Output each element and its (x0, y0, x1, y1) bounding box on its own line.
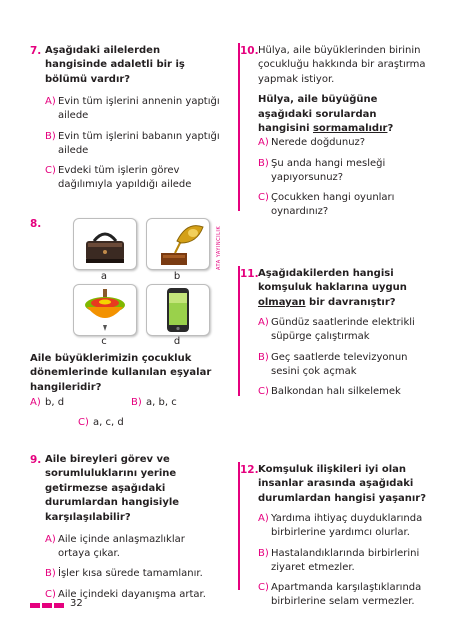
question-10 (240, 44, 428, 219)
option-text: Evin tüm işlerini annenin yaptığı ailede (58, 96, 220, 122)
question-10-option-c[interactable] (258, 191, 428, 219)
question-8-number: 8. (30, 218, 42, 230)
question-7-option-c[interactable] (45, 164, 220, 192)
option-letter: A) (258, 317, 269, 329)
question-10-question-start: Hülya, aile büyüğüne aşağıdaki sorulardan hangisini (258, 94, 378, 135)
option-text: Aile içinde anlaşmazlıklar ortaya çıkar. (58, 534, 185, 560)
image-a-iron (73, 218, 137, 270)
question-9-option-a[interactable] (45, 533, 220, 561)
option-text: Yardıma ihtiyaç duyduklarında birbirlerine yardımcı olurlar. (271, 513, 423, 539)
option-text: Evdeki tüm işlerin görev dağılımıyla yapıldığı ailede (58, 165, 192, 191)
option-letter: C) (78, 417, 89, 428)
option-letter: B) (45, 568, 56, 580)
option-text: a, b, c (146, 397, 177, 408)
option-text: Geç saatlerde televizyonun sesini çok açmak (271, 351, 408, 377)
question-11-question-start: Aşağıdakilerden hangisi komşuluk haklarına uygun (258, 268, 407, 294)
question-8-option-b[interactable] (131, 396, 221, 410)
page-number: 32 (70, 598, 83, 609)
image-c-spinning-top (73, 284, 137, 336)
option-letter: B) (258, 547, 269, 559)
question-10-question (258, 93, 428, 136)
option-letter: C) (258, 192, 269, 204)
gramophone-icon (147, 219, 209, 269)
question-10-intro: Hülya, aile büyüklerinden birinin çocukluğu hakkında bir araştırma yapmak istiyor. (258, 45, 426, 85)
option-letter: C) (45, 165, 56, 177)
question-7-option-b[interactable] (45, 130, 220, 158)
question-7-number: 7. (30, 45, 42, 57)
question-10-number: 10. (240, 45, 259, 57)
option-letter: A) (258, 513, 269, 525)
footer-dash (42, 603, 52, 608)
image-label-a: a (100, 271, 108, 282)
question-11-keyword: olmayan (258, 296, 306, 308)
question-9-number: 9. (30, 454, 42, 466)
option-text: Gündüz saatlerinde elektrikli süpürge çalıştırmak (271, 317, 415, 343)
question-10-question-end: ? (387, 123, 394, 135)
question-11-option-a[interactable] (258, 316, 428, 344)
question-7-text: Aşağıdaki ailelerden hangisinde adaletli bir iş bölümü vardır? (45, 45, 185, 85)
question-11-number: 11. (240, 268, 259, 280)
option-text: Apartmanda karşılaştıklarında birbirlerine selam vermezler. (271, 582, 422, 608)
option-letter: B) (45, 130, 56, 142)
question-9-option-b[interactable] (45, 567, 220, 581)
image-label-d: d (173, 336, 181, 347)
antique-iron-icon (74, 219, 136, 269)
question-12 (240, 463, 428, 609)
image-label-c: c (101, 336, 107, 347)
option-text: Şu anda hangi mesleği yapıyorsunuz? (271, 157, 386, 183)
image-label-b: b (173, 271, 181, 282)
question-8-text-block (30, 352, 220, 395)
question-12-option-c[interactable] (258, 581, 428, 609)
question-10-keyword: sormamalıdır (312, 123, 388, 135)
option-text: İşler kısa sürede tamamlanır. (58, 568, 203, 580)
option-letter: A) (30, 397, 41, 408)
question-10-option-b[interactable] (258, 157, 428, 185)
option-letter: A) (45, 534, 56, 546)
smartphone-icon (147, 285, 209, 335)
option-text: b, d (45, 397, 65, 408)
option-text: Çocukken hangi oyunları oynardınız? (271, 192, 395, 218)
image-b-gramophone (146, 218, 210, 270)
question-11-option-c[interactable] (258, 385, 428, 399)
option-text: a, c, d (93, 417, 124, 428)
option-text: Balkondan halı silkelemek (271, 386, 401, 398)
option-letter: C) (45, 588, 56, 600)
footer-bar (30, 603, 66, 608)
question-8-text: Aile büyüklerimizin çocukluk dönemlerinde kullanılan eşyalar hangileridir? (30, 353, 212, 393)
question-9 (30, 453, 220, 602)
option-letter: C) (258, 582, 269, 594)
question-11 (240, 267, 428, 399)
option-letter: B) (131, 397, 142, 408)
question-12-text: Komşuluk ilişkileri iyi olan insanlar arasında aşağıdaki durumlardan hangisi yaşanır? (258, 464, 427, 504)
question-7-option-a[interactable] (45, 95, 220, 123)
question-11-question-end: bir davranıştır? (309, 296, 396, 308)
footer-dash (54, 603, 64, 608)
option-letter: C) (258, 386, 269, 398)
publisher-vertical-text: ATA YAYINCILIK (216, 225, 222, 270)
option-text: Hastalandıklarında birbirlerini ziyaret etmezler. (271, 547, 420, 573)
question-10-option-a[interactable] (258, 136, 428, 150)
image-d-smartphone (146, 284, 210, 336)
question-11-question (258, 267, 428, 310)
question-8-option-c[interactable] (78, 416, 168, 430)
footer-dash (30, 603, 40, 608)
option-letter: A) (258, 137, 269, 149)
question-12-option-a[interactable] (258, 512, 428, 540)
question-8-option-a[interactable] (30, 396, 110, 410)
question-7 (30, 44, 220, 192)
option-letter: B) (258, 351, 269, 363)
option-text: Evin tüm işlerini babanın yaptığı ailede (58, 130, 220, 156)
option-letter: A) (45, 96, 56, 108)
question-12-number: 12. (240, 464, 259, 476)
question-11-option-b[interactable] (258, 351, 428, 379)
spinning-top-icon (74, 285, 136, 335)
question-12-option-b[interactable] (258, 547, 428, 575)
option-letter: B) (258, 157, 269, 169)
option-text: Aile içindeki dayanışma artar. (58, 588, 206, 600)
question-9-text: Aile bireyleri görev ve sorumluluklarını yerine getirmezse aşağıdaki durumlardan hangisiyle karşılaşılabilir? (45, 454, 180, 523)
option-text: Nerede doğdunuz? (271, 137, 366, 149)
